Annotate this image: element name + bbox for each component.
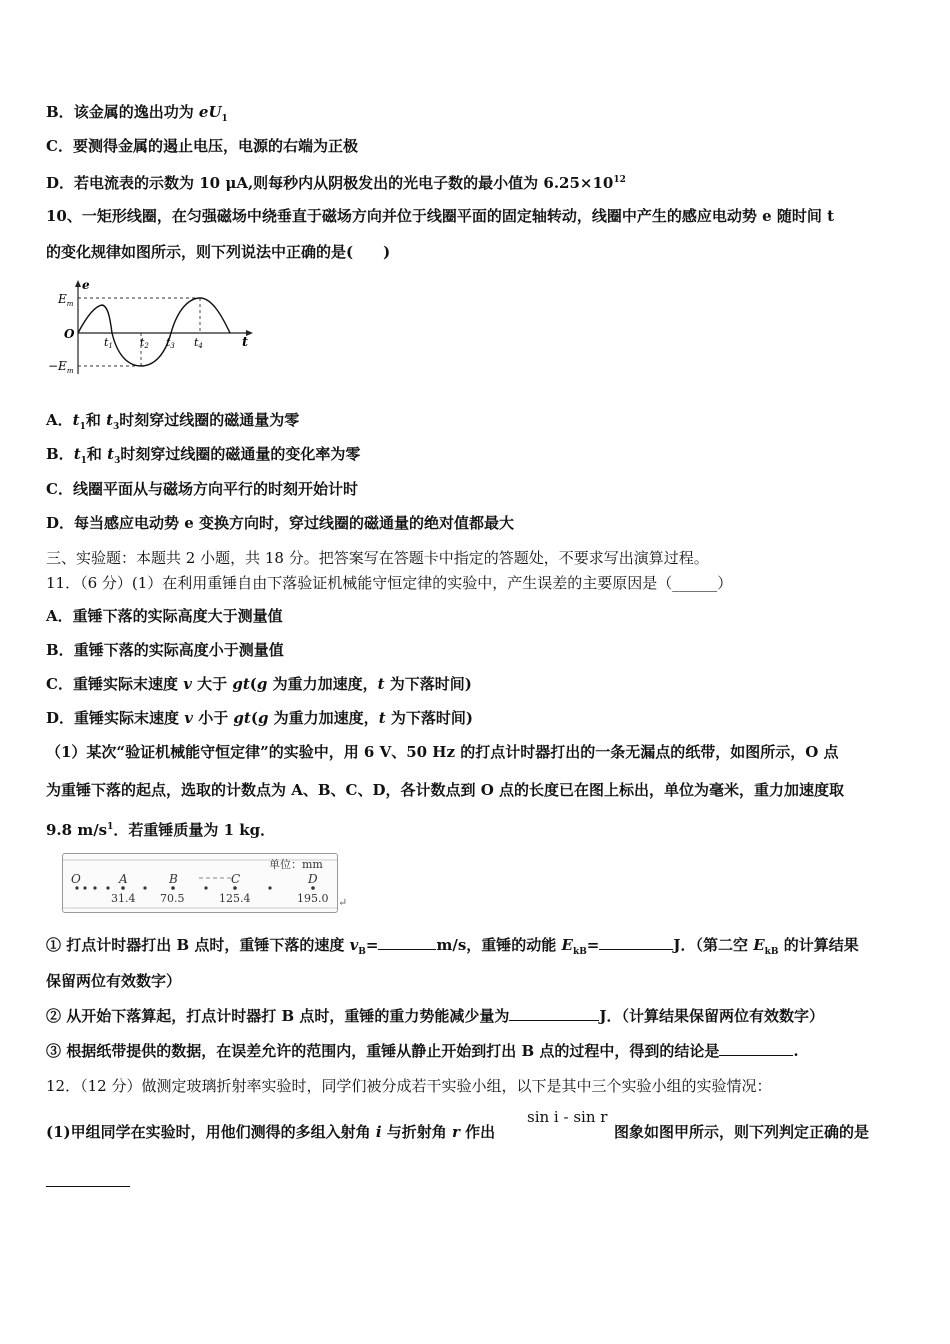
q11-option-c: C．重锤实际末速度 v 大于 gt(g 为重力加速度，t 为下落时间) (46, 675, 472, 693)
svg-text:t1: t1 (104, 336, 113, 350)
answer-blank[interactable] (378, 935, 436, 950)
q11-option-d: D．重锤实际末速度 v 小于 gt(g 为重力加速度，t 为下落时间) (46, 709, 473, 727)
return-mark: ↵ (338, 896, 348, 909)
paper-tape-figure (62, 853, 338, 913)
q12-stem: 12．（12 分）做测定玻璃折射率实验时，同学们被分成若干实验小组，以下是其中三个实验小组的实验情况： (46, 1077, 772, 1095)
tape-point-c: C (231, 872, 241, 886)
svg-text:t3: t3 (166, 336, 175, 350)
svg-text:t2: t2 (140, 336, 149, 350)
tape-value-d: 195.0 (297, 892, 329, 905)
q11-part1-line1: （1）某次“验证机械能守恒定律”的实验中，用 6 V、50 Hz 的打点计时器打出的一条无漏点的纸带，如图所示，O 点 (46, 743, 839, 761)
q11-part1-line2: 为重锤下落的起点，选取的计数点为 A、B、C、D，各计数点到 O 点的长度已在图上标出，单位为毫米，重力加速度取 (46, 781, 845, 799)
q11-option-a: A．重锤下落的实际高度大于测量值 (46, 607, 283, 625)
answer-blank[interactable] (599, 935, 673, 950)
tape-point-o: O (71, 872, 81, 886)
svg-text:e: e (82, 278, 90, 292)
svg-text:t4: t4 (194, 336, 203, 350)
tape-point-d: D (308, 872, 318, 886)
tape-value-c: 125.4 (219, 892, 251, 905)
q11-sub1-line1: ① 打点计时器打出 B 点时，重锤下落的速度 $v_B= m/s$，重锤的动能 $E_{kB}= J$．（第二空 $E_{kB}$ 的计算结果 (46, 936, 859, 957)
svg-text:O: O (64, 327, 75, 341)
q9-option-c: C．要测得金属的遏止电压，电源的右端为正极 (46, 137, 358, 155)
q11-sub3: ③ 根据纸带提供的数据，在误差允许的范围内，重锤从静止开始到打出 B 点的过程中，得到的结论是 . (46, 1042, 799, 1060)
q9-option-d: D．若电流表的示数为 10 μA,则每秒内从阴极发出的光电子数的最小值为 $6.25\times 10^{12}$ (46, 174, 626, 192)
q11-sub1-line2: 保留两位有效数字） (46, 972, 182, 990)
tape-value-b: 70.5 (160, 892, 185, 905)
q10-option-a: A．$t_1$和 $t_3$时刻穿过线圈的磁通量为零 (46, 411, 300, 432)
tape-point-a: A (119, 872, 128, 886)
q10-option-b: B．$t_1$和 $t_3$时刻穿过线圈的磁通量的变化率为零 (46, 445, 361, 466)
answer-blank[interactable] (509, 1006, 599, 1021)
q10-option-d: D．每当感应电动势 e 变换方向时，穿过线圈的磁通量的绝对值都最大 (46, 514, 515, 532)
q11-sub2: ② 从开始下落算起，打点计时器打 B 点时，重锤的重力势能减少量为 J．（计算结果保留两位有效数字） (46, 1007, 824, 1025)
q11-part1-line3: 9.8 $m/s^1$．若重锤质量为 1 kg． (46, 821, 276, 839)
sin-formula: sin i - sin r (527, 1108, 608, 1126)
q10-option-c: C．线圈平面从与磁场方向平行的时刻开始计时 (46, 480, 358, 498)
answer-blank[interactable] (719, 1041, 793, 1056)
q12-part1-a: (1)甲组同学在实验时，用他们测得的多组入射角 i 与折射角 r 作出 (46, 1123, 496, 1141)
svg-text:t: t (242, 335, 249, 350)
q12-answer-blank[interactable] (46, 1172, 130, 1187)
q10-stem-line2: 的变化规律如图所示，则下列说法中正确的是( ) (46, 243, 391, 261)
svg-text:Em: $E_m$ (58, 292, 74, 308)
tape-value-a: 31.4 (111, 892, 136, 905)
q12-part1-b: 图象如图甲所示，则下列判定正确的是 (614, 1123, 870, 1141)
q10-stem-line1: 10、一矩形线圈，在匀强磁场中绕垂直于磁场方向并位于线圈平面的固定轴转动，线圈中产生的感应电动势 e 随时间 t (46, 207, 835, 225)
q11-stem: 11．（6 分）(1）在利用重锤自由下落验证机械能守恒定律的实验中，产生误差的主要原因是（______） (46, 574, 733, 592)
q9-option-b: B．该金属的逸出功为 $eU_1$ (46, 103, 228, 124)
tape-unit-label: 单位：mm (269, 858, 323, 871)
section-3-heading: 三、实验题：本题共 2 小题，共 18 分。把答案写在答题卡中指定的答题处，不要求写出演算过程。 (46, 549, 709, 567)
svg-text:−Em: $-E_m$ (48, 359, 74, 375)
tape-point-b: B (169, 872, 178, 886)
q11-option-b: B．重锤下落的实际高度小于测量值 (46, 641, 284, 659)
emf-time-graph (44, 278, 254, 378)
